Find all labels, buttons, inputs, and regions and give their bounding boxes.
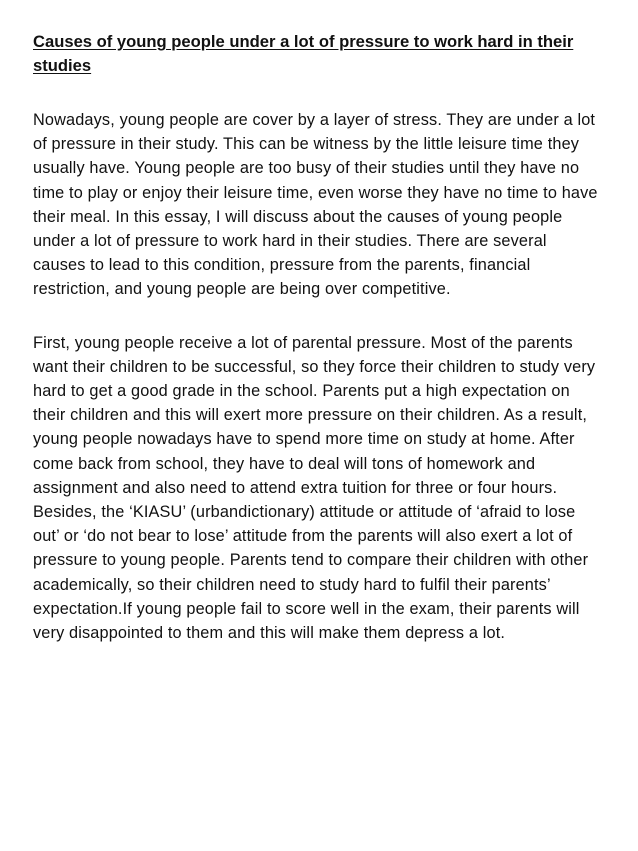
- parental-pressure-paragraph: First, young people receive a lot of parental pressure. Most of the parents want their children to be successful, so they force their children to study very hard to get a good grade in the school. Parents put a high expectation on their children and this will exert more pressure on their children. As a result, young people nowadays have to spend more time on study at home. After come back from school, they have to deal will tons of homework and assignment and also need to attend extra tuition for three or four hours. Besides, the ‘KIASU’ (urbandictionary) attitude or attitude of ‘afraid to lose out’ or ‘do not bear to lose’ attitude from the parents will also exert a lot of pressure to young people. Parents tend to compare their children with other academically, so their children need to study hard to fulfil their parents’ expectation.If young people fail to score well in the exam, their parents will very disappointed to them and this will make them depress a lot.: [33, 333, 596, 643]
- intro-paragraph: Nowadays, young people are cover by a layer of stress. They are under a lot of pressure in their study. This can be witness by the little leisure time they usually have. Young people are too busy of their studies until they have no time to play or enjoy their leisure time, even worse they have no time to have their meal. In this essay, I will discuss about the causes of young people under a lot of pressure to work hard in their studies. There are several causes to lead to this condition, pressure from the parents, financial restriction, and young people are being over competitive.: [33, 111, 598, 299]
- essay-title: Causes of young people under a lot of pressure to work hard in their studies: [33, 32, 574, 75]
- document-page: [33, 30, 603, 645]
